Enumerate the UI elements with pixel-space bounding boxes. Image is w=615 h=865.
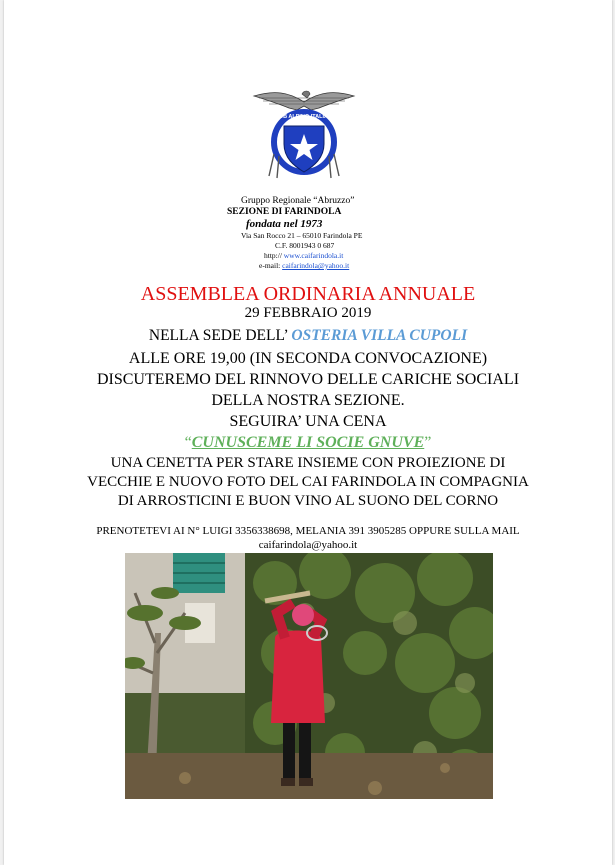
gruppo-regionale: Gruppo Regionale “Abruzzo” bbox=[241, 196, 355, 206]
venue-prefix: NELLA SEDE DELL’ bbox=[148, 327, 288, 344]
venue-name: OSTERIA VILLA CUPOLI bbox=[291, 327, 468, 344]
website-link[interactable]: www.caifarindola.it bbox=[283, 251, 344, 260]
document-page bbox=[4, 0, 612, 865]
time-line: ALLE ORE 19,00 (IN SECONDA CONVOCAZIONE) bbox=[128, 350, 488, 367]
fondata-text: fondata nel 1973 bbox=[246, 218, 323, 230]
website-line bbox=[264, 251, 343, 261]
sezione-name: SEZIONE DI FARINDOLA bbox=[227, 207, 342, 217]
description-line-1: UNA CENETTA PER STARE INSIEME CON PROIEZIONE DI bbox=[110, 455, 506, 471]
assembly-title: ASSEMBLEA ORDINARIA ANNUALE bbox=[140, 283, 476, 305]
dinner-name: CUNUSCEME LI SOCIE GNUVE bbox=[191, 434, 425, 451]
cai-eagle-logo bbox=[249, 84, 359, 184]
description-line-3: DI ARROSTICINI E BUON VINO AL SUONO DEL CORNO bbox=[117, 493, 499, 509]
event-photo bbox=[125, 553, 493, 799]
quote-open: “ bbox=[184, 434, 192, 451]
dinner-name-line bbox=[4, 434, 612, 452]
quote-close: ” bbox=[424, 434, 432, 451]
http-label: http:// bbox=[264, 251, 282, 260]
section-line: DELLA NOSTRA SEZIONE. bbox=[211, 392, 405, 409]
cf-text: C.F. 8001943 0 687 bbox=[275, 241, 335, 250]
email-link[interactable]: caifarindola@yahoo.it bbox=[282, 261, 350, 270]
description-line-2: VECCHIE E NUOVO FOTO DEL CAI FARINDOLA IN COMPAGNIA bbox=[87, 474, 529, 490]
agenda-line: DISCUTEREMO DEL RINNOVO DELLE CARICHE SOCIALI bbox=[96, 371, 520, 388]
email-line bbox=[259, 261, 349, 271]
venue-line bbox=[4, 327, 612, 345]
booking-email: caifarindola@yahoo.it bbox=[258, 539, 358, 551]
dinner-intro: SEGUIRA’ UNA CENA bbox=[229, 413, 387, 430]
address-text: Via San Rocco 21 – 65010 Farindola PE bbox=[241, 231, 363, 240]
assembly-date: 29 FEBBRAIO 2019 bbox=[244, 305, 372, 321]
booking-text: PRENOTETEVI AI N° LUIGI 3356338698, MELANIA 391 3905285 OPPURE SULLA MAIL bbox=[96, 525, 520, 537]
logo-text: CLUB ALPINO ITALIANO bbox=[271, 114, 337, 120]
email-label: e-mail: bbox=[259, 261, 281, 270]
